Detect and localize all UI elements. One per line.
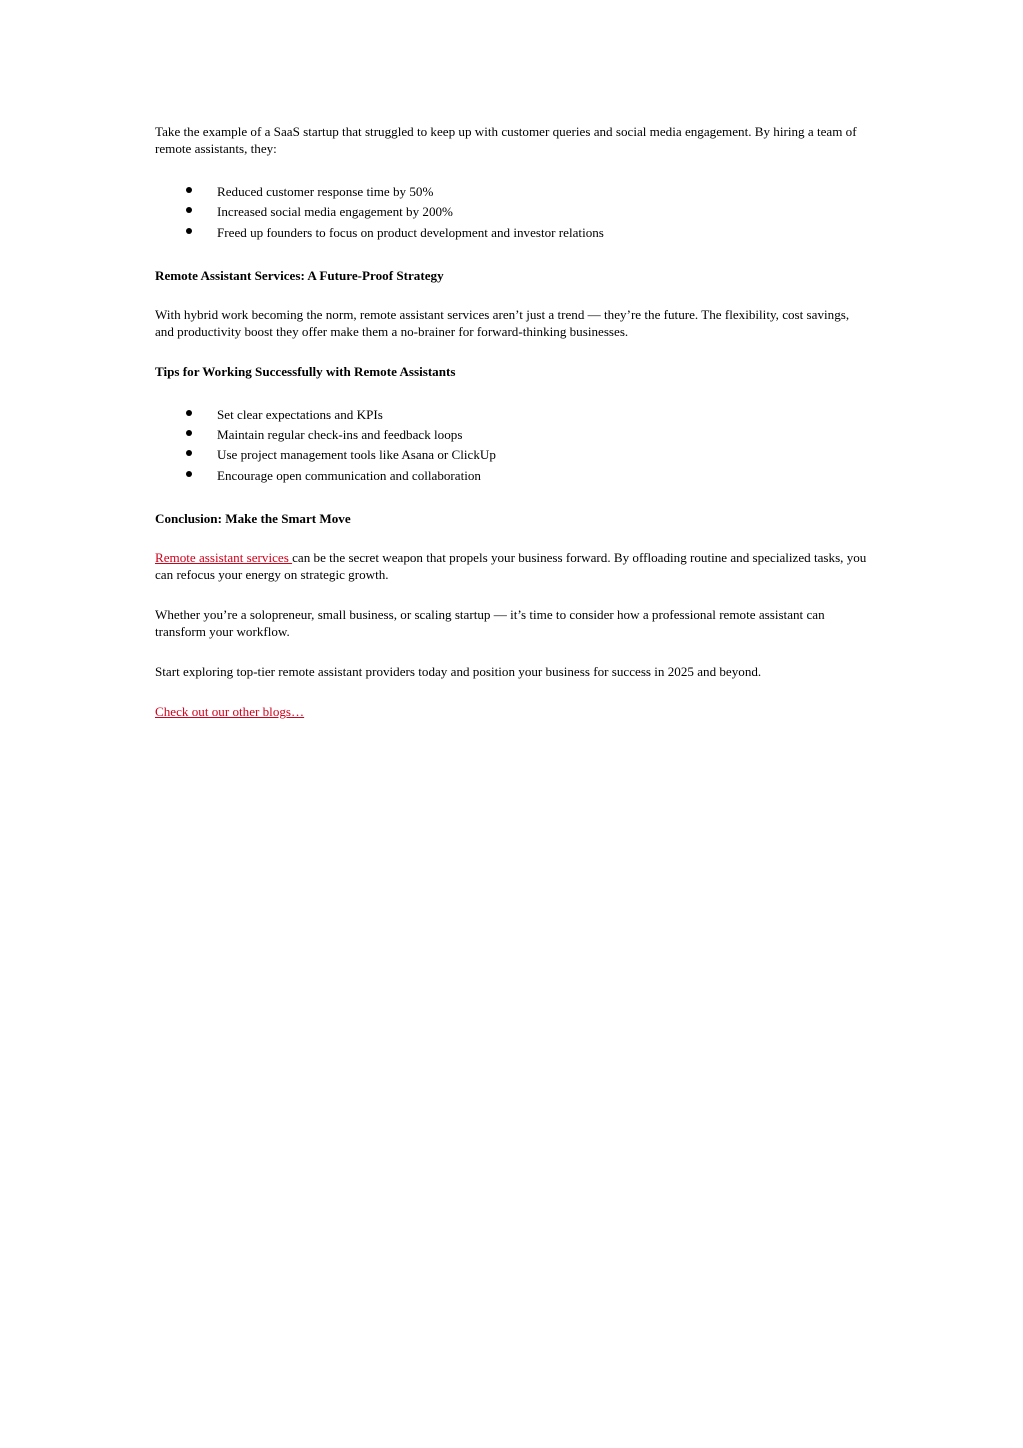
list-item xyxy=(155,467,867,487)
list-item-text: Reduced customer response time by 50% xyxy=(217,184,434,199)
bullet-icon xyxy=(186,471,192,477)
list-item xyxy=(155,183,867,203)
list-item xyxy=(155,406,867,426)
list-item xyxy=(155,203,867,223)
conclusion-heading: Conclusion: Make the Smart Move xyxy=(155,511,351,527)
bullet-icon xyxy=(186,187,192,193)
blogs-paragraph xyxy=(155,703,867,720)
list-item xyxy=(155,446,867,466)
list-item-text: Use project management tools like Asana or ClickUp xyxy=(217,447,496,463)
bullet-icon xyxy=(186,450,192,456)
other-blogs-link[interactable]: Check out our other blogs… xyxy=(155,704,305,720)
future-strategy-heading: Remote Assistant Services: A Future-Proof Strategy xyxy=(155,267,444,283)
conclusion-paragraph-text: can be the secret weapon that propels your business forward. By offloading routine and specialized tasks, you can refocus your energy on strategic growth. xyxy=(155,550,867,583)
bullet-icon xyxy=(186,207,192,213)
exploring-paragraph: Start exploring top-tier remote assistant providers today and position your business for success in 2025 and beyond. xyxy=(155,664,762,680)
list-item-text: Increased social media engagement by 200% xyxy=(217,204,453,220)
list-item-text: Encourage open communication and collaboration xyxy=(217,467,481,483)
results-list xyxy=(155,183,867,244)
list-item-text: Freed up founders to focus on product development and investor relations xyxy=(217,224,604,240)
remote-assistant-services-link[interactable]: Remote assistant services xyxy=(155,550,293,566)
bullet-icon xyxy=(186,430,192,436)
bullet-icon xyxy=(186,228,192,234)
future-strategy-paragraph: With hybrid work becoming the norm, remote assistant services aren’t just a trend — they’re the future. The flexibility, cost savings, and productivity boost they offer make them a no-brainer for forward-thinking businesses. xyxy=(155,306,850,339)
bullet-icon xyxy=(186,410,192,416)
tips-heading: Tips for Working Successfully with Remote Assistants xyxy=(155,363,456,379)
tips-list xyxy=(155,406,867,487)
conclusion-paragraph xyxy=(155,549,867,583)
intro-paragraph: Take the example of a SaaS startup that struggled to keep up with customer queries and social media engagement. By hiring a team of remote assistants, they: xyxy=(155,124,857,156)
list-item xyxy=(155,426,867,446)
list-item-text: Maintain regular check-ins and feedback loops xyxy=(217,427,463,443)
workflow-paragraph: Whether you’re a solopreneur, small business, or scaling startup — it’s time to consider how a professional remote assistant can transform your workflow. xyxy=(155,607,825,640)
list-item xyxy=(155,224,867,244)
document-page xyxy=(155,123,867,743)
list-item-text: Set clear expectations and KPIs xyxy=(217,406,383,422)
